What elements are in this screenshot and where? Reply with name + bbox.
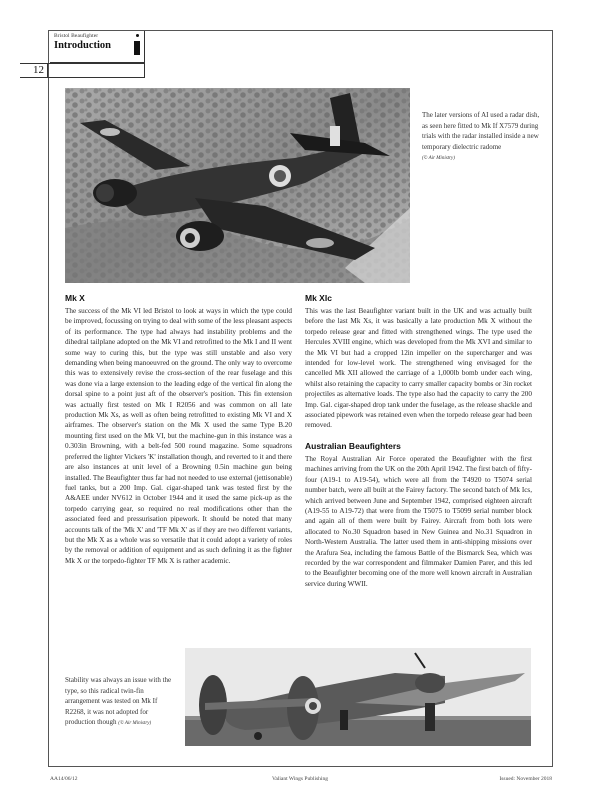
section-title: Introduction [54, 40, 111, 51]
column-right [305, 293, 532, 599]
footer-issue-date: Issued: November 2018 [499, 776, 552, 782]
body-mk-xic: This was the last Beaufighter variant built in the UK and was actually built before the last Mk Xs, it was basically a late production Mk X without the torpedo release gear and fitted with strengthened wings. The type used the Hercules XVIII engine, which was developed from the Mk XVI and similar to the Mk VI but had a cropped 12in impeller on the supercharger and was intended for low-level work. The strengthened wing envisaged for the cancelled Mk XII allowed the carriage of a 1,000lb bomb under each wing, whilst also retaining the capacity to carry smaller capacity bombs or 3in rocket projectiles as alternative loads. The type also had the capacity to carry the 200 Imp. Gal. cigar-shaped drop tank under the fuselage, as the release shackle and associated pipework was retained even when the torpedo release gear had been removed. [305, 307, 532, 430]
running-header [50, 31, 145, 63]
caption-top [422, 110, 540, 165]
page-number-box [20, 63, 145, 78]
aircraft-photo-top [65, 88, 410, 283]
info-icon [134, 34, 140, 57]
caption-top-credit: (© Air Ministry) [422, 156, 455, 161]
page-number: 12 [33, 64, 48, 77]
footer-publisher: Valiant Wings Publishing [272, 776, 328, 782]
footer-reference: AA14/06/12 [50, 776, 78, 782]
caption-bottom-text: Stability was always an issue with the type, so this radical twin-fin arrangement was tested on Mk If R2268, it was not adopted for production though [65, 676, 172, 726]
photo-top-beaufighter-in-flight [65, 88, 410, 283]
series-title: Bristol Beaufighter [54, 33, 99, 39]
heading-mk-x: Mk X [65, 293, 85, 303]
column-left [65, 293, 292, 576]
heading-australian-beaufighters: Australian Beaufighters [305, 440, 401, 451]
body-australian-beaufighters: The Royal Australian Air Force operated the Beaufighter with the first machines arriving from the UK on the 20th April 1942. The first batch of fifty-four (A19-1 to A19-54), which were all from the T4920 to T5074 serial number batch, were all built at the Fairey factory. The second batch of Mk Ics, which arrived between June and September 1942, comprised eighteen aircraft (A19-55 to A19-72) that were from the T5075 to T5099 serial number block and again all of them were built by Fairey. Aircraft from both lots were allocated to No.30 Squadron based in New Guinea and No.31 Squadron in North-Western Australia. The latter used them in anti-shipping missions over the Arafura Sea, including the famous Battle of the Bismarck Sea, which was recorded by the war correspondent and filmmaker Damien Parer, and this led to the Beaufighter becoming one of the more well known aircraft in Australian service during WWII. [305, 454, 532, 588]
caption-top-text: The later versions of AI used a radar dish, as seen here fitted to Mk If X7579 during trials with the radar installed inside a new temporary dielectric radome [422, 111, 540, 151]
body-mk-x: The success of the Mk VI led Bristol to look at ways in which the type could be improved, focussing on trying to deal with some of the less pleasant aspects of its performance. The type had always had instability problems and the dihedral tailplane adopted on the Mk VI and retrofitted to the Mk I and II went some way to curing this, but the type was still unstable and also very demanding when being manoeuvred on the ground. The only way to overcome this was to extensively revise the cross-section of the rear fuselage and this was done via a large extension to the leading edge of the vertical fin along the dorsal spine to a point just aft of the observer's position. This fin extension was actually first tested on Mk I R2056 and was common on all late production Mk Xs, as well as often being retrofitted to existing Mk VI and X airframes. The observer's station on the Mk X used the same Type B.20 mounting first used on the Mk VI, but the machine-gun in this instance was a 0.303in Browning, with a belt-fed 500 round magazine. Some squadrons preferred the lighter Vickers 'K' installation though, and reverted to it and there are also instances at unit level of a Browning 0.5in machine gun being installed. The Beaufighter thus far had not needed to use external (jettisonable) fuel tanks, but a 200 Imp. Gal. cigar-shaped tank was tested first by the A&AEE under NV612 in October 1944 and it used the same pick-up as the torpedo carrying gear, so required no real modifications other than the associated feed and pressurisation pipework. It should be noted that many accounts talk of the 'Mk X' and 'TF Mk X' as if they are two different variants, but the Mk X as a whole was so versatile that it could adopt a variety of roles by the removal or addition of equipment and as such defining it as the fighter Mk X or the torpedo-fighter TF Mk X is rather academic. [65, 307, 292, 565]
caption-bottom-credit: (© Air Ministry) [118, 721, 152, 726]
heading-mk-xic: Mk XIc [305, 293, 332, 303]
photo-bottom-twin-fin-beaufighter [185, 648, 531, 746]
aircraft-photo-bottom [185, 648, 531, 746]
caption-bottom [65, 675, 173, 730]
